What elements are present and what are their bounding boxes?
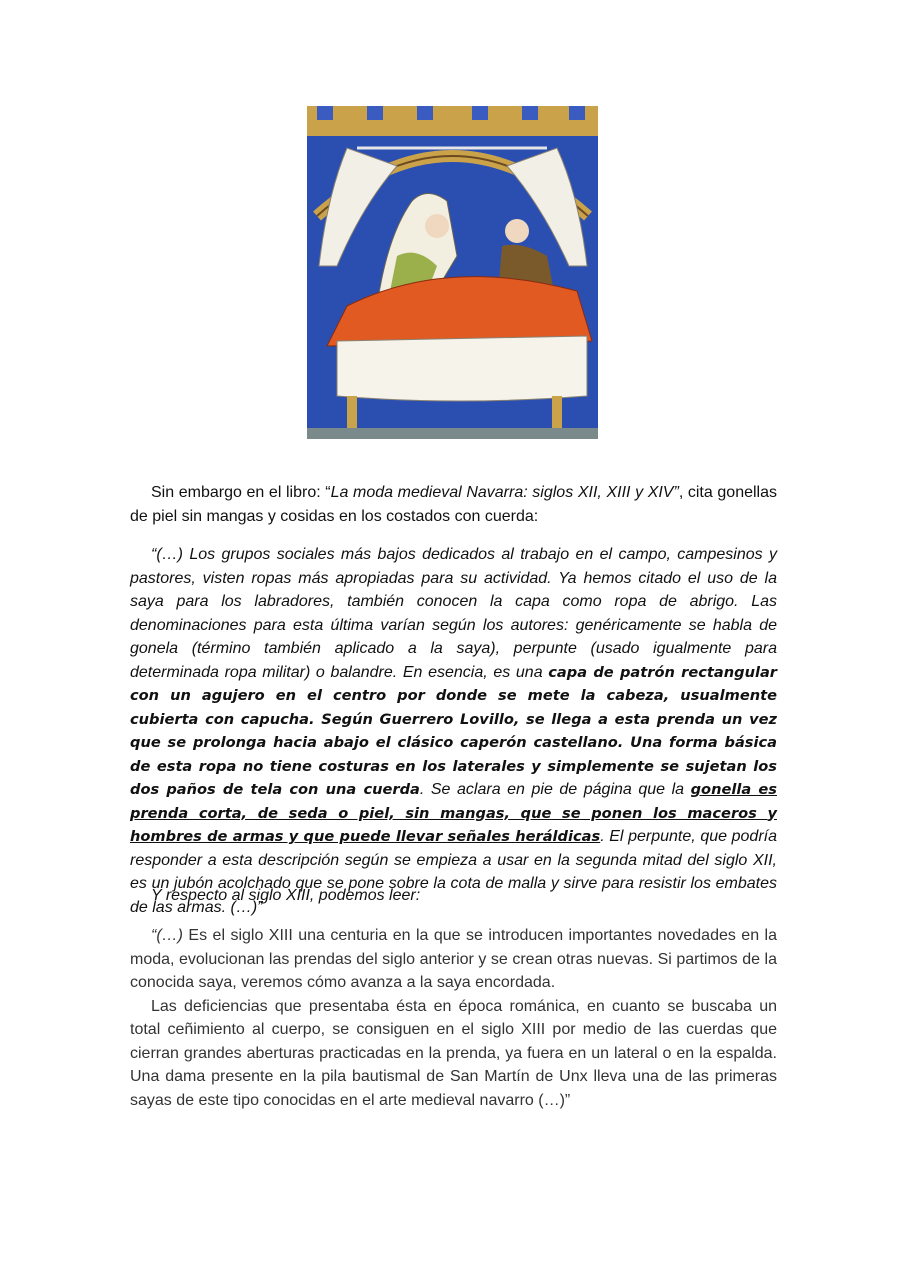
quote1-text-part1: “(…) Los grupos sociales más bajos dedicados al trabajo en el campo, campesinos y pastores, visten ropas más apropiadas para su actividad. Ya hemos citado el uso de la saya para los labradores, también conocen la capa como ropa de abrigo. Las denominaciones para esta última varían según los autores: genéricamente se habla de gonela (término también aplicado a la saya), perpunte (usado igualmente para determinada ropa militar) o balandre. En esencia, es una xyxy=(130,546,777,681)
book-title: La moda medieval Navarra: siglos XII, XIII y XIV” xyxy=(330,484,679,501)
quote1-underlined-text: gonella es prenda corta, de seda o piel, sin mangas, que se ponen los maceros y hombres de armas y que puede llevar señales heráldicas xyxy=(130,781,777,845)
quote2-open-mark: “(…) xyxy=(151,927,183,944)
intro-text-start: Sin embargo en el libro: “ xyxy=(151,484,331,501)
quote-paragraph-2 xyxy=(130,924,777,1112)
quote1-bold-text: capa de patrón rectangular con un agujero en el centro por donde se mete la cabeza, usualmente cubierta con capucha. Según Guerrero Lovillo, se llega a esta prenda un vez que se prolonga hacia abajo el clásico caperón castellano. Una forma básica de esta ropa no tiene costuras en los laterales y simplemente se sujetan los dos paños de tela con una cuerda xyxy=(130,663,778,798)
quote-paragraph-1 xyxy=(130,543,777,919)
quote2-text-part1: Es el siglo XIII una centuria en la que se introducen importantes novedades en la moda, evolucionan las prendas del siglo anterior y se crean otras nuevas. Si partimos de la conocida saya, veremos cómo avanza a la saya encordada. xyxy=(130,927,777,991)
medieval-nativity-miniature-icon xyxy=(307,106,598,439)
quote2-text-part2: Las deficiencias que presentaba ésta en época románica, en cuanto se buscaba un total ceñimiento al cuerpo, se consiguen en el siglo XIII por medio de las cuerdas que cierran grandes aberturas practicadas en la prenda, ya fuera en un lateral o en la espalda. Una dama presente en la pila bautismal de San Martín de Unx lleva una de las primeras sayas de este tipo conocidas en el arte medieval navarro (…)” xyxy=(130,997,777,1109)
intro-paragraph xyxy=(130,481,777,528)
quote1-text-part2: . Se aclara en pie de página que la xyxy=(419,781,691,798)
quote1-text-part3: . El perpunte, que podría responder a esta descripción según se empieza a usar en la segunda mitad del siglo XII, es un jubón acolchado que se pone sobre la cota de malla y sirve para resistir los embates de las armas. (…)” xyxy=(130,828,778,916)
transition-paragraph xyxy=(130,884,777,908)
transition-text: Y respecto al siglo XIII, podemos leer: xyxy=(151,887,421,904)
intro-text-end: , cita gonellas de piel sin mangas y cosidas en los costados con cuerda: xyxy=(130,484,777,525)
